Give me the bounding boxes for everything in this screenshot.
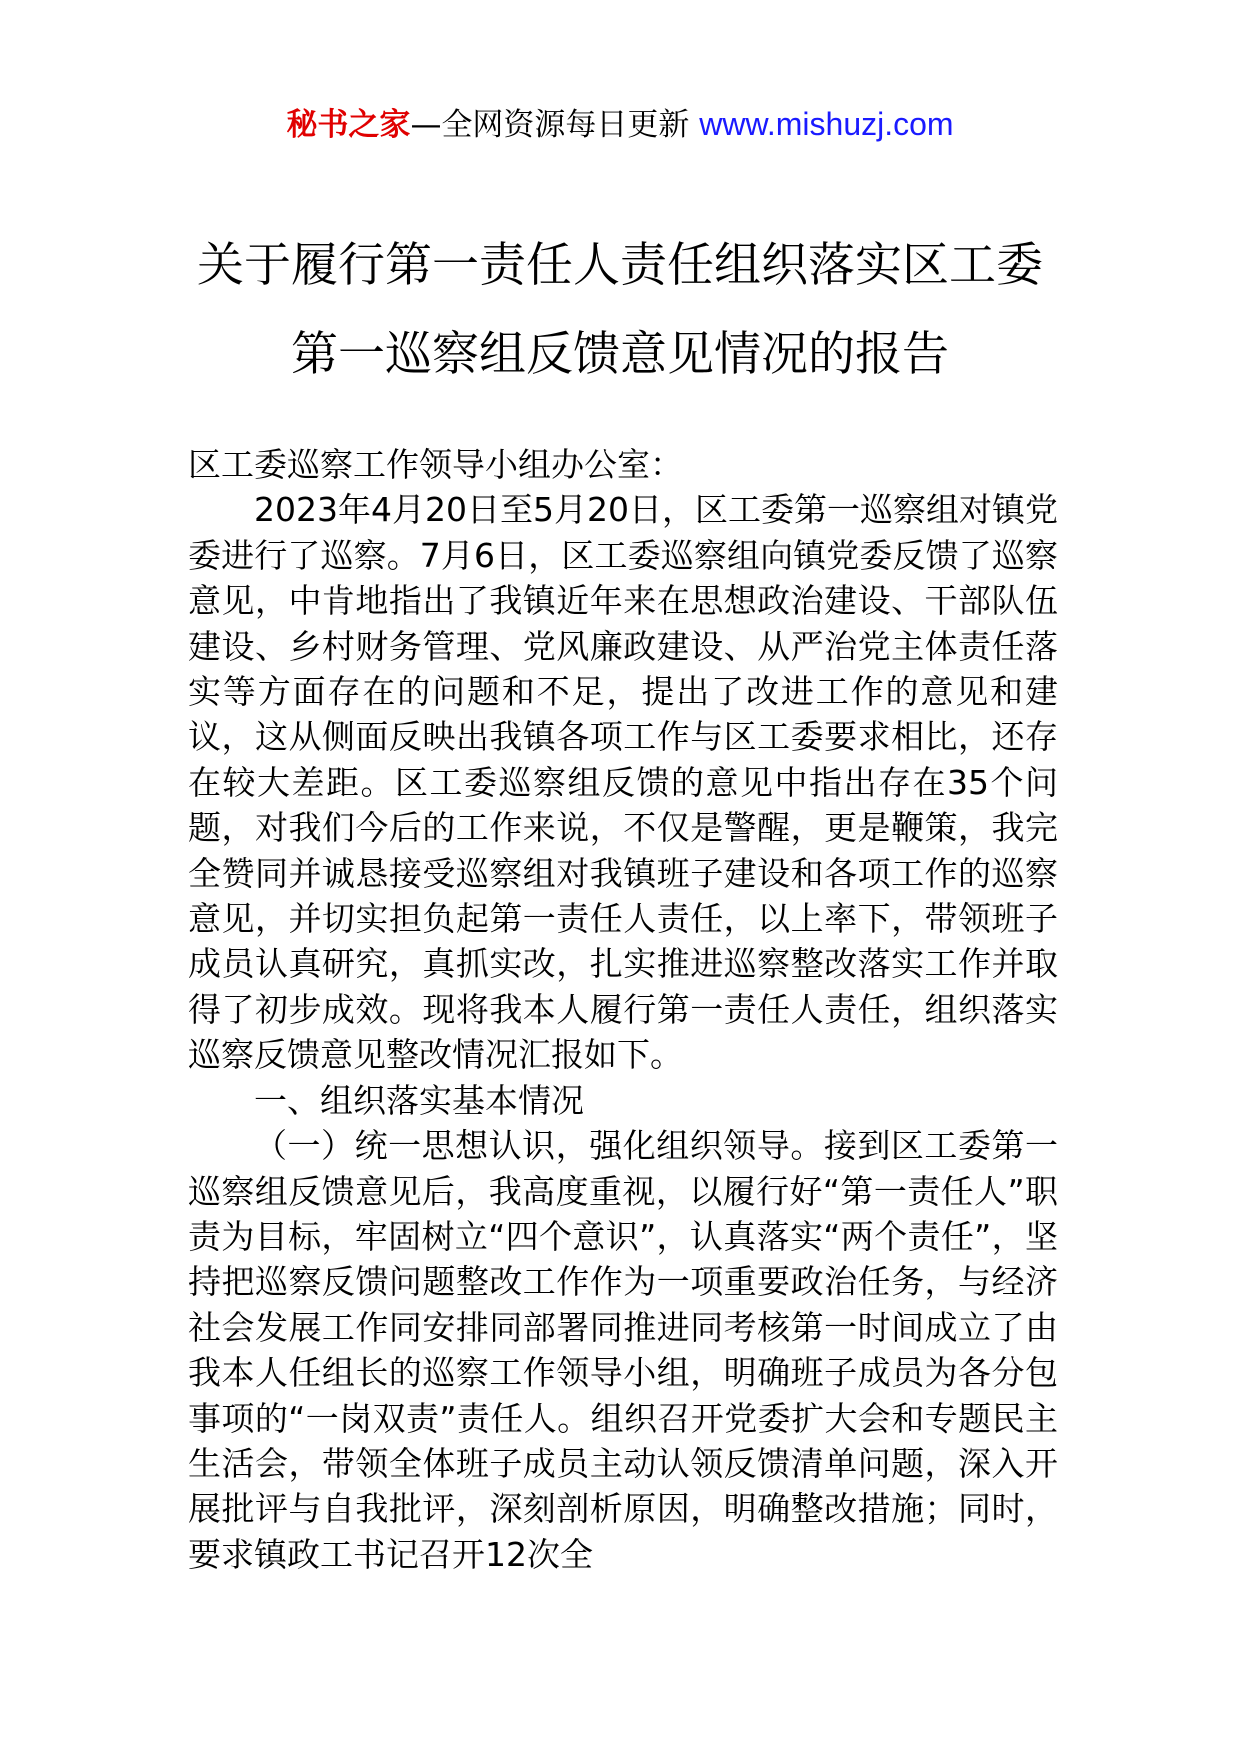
site-banner <box>0 102 1240 147</box>
paragraph-intro: 2023年4月20日至5月20日，区工委第一巡察组对镇党委进行了巡察。7月6日，区工委巡察组向镇党委反馈了巡察意见，中肯地指出了我镇近年来在思想政治建设、干部队伍建设、乡村财务管理、党风廉政建设、从严治党主体责任落实等方面存在的问题和不足，提出了改进工作的意见和建议，这从侧面反映出我镇各项工作与区工委要求相比，还存在较大差距。区工委巡察组反馈的意见中指出存在35个问题，对我们今后的工作来说，不仅是警醒，更是鞭策，我完全赞同并诚恳接受巡察组对我镇班子建设和各项工作的巡察意见，并切实担负起第一责任人责任，以上率下，带领班子成员认真研究，真抓实改，扎实推进巡察整改落实工作并取得了初步成效。现将我本人履行第一责任人责任，组织落实巡察反馈意见整改情况汇报如下。 <box>188 490 1058 1075</box>
site-brand: 秘书之家 <box>286 107 411 143</box>
salutation: 区工委巡察工作领导小组办公室： <box>188 445 683 484</box>
document-title-line-1: 关于履行第一责任人责任组织落实区工委 <box>197 238 1043 293</box>
document-body <box>188 442 1058 1577</box>
section-heading: 一、组织落实基本情况 <box>254 1080 584 1120</box>
document-title-line-2: 第一巡察组反馈意见情况的报告 <box>291 327 949 382</box>
site-url-link[interactable]: www.mishuzj.com <box>699 106 954 142</box>
site-slogan: —全网资源每日更新 <box>410 107 700 143</box>
paragraph-organization: （一）统一思想认识，强化组织领导。接到区工委第一巡察组反馈意见后，我高度重视，以履行好“第一责任人”职责为目标，牢固树立“四个意识”，认真落实“两个责任”，坚持把巡察反馈问题整改工作作为一项重要政治任务，与经济社会发展工作同安排同部署同推进同考核第一时间成立了由我本人任组长的巡察工作领导小组，明确班子成员为各分包事项的“一岗双责”责任人。组织召开党委扩大会和专题民主生活会，带领全体班子成员主动认领反馈清单问题，深入开展批评与自我批评，深刻剖析原因，明确整改措施；同时，要求镇政工书记召开12次全 <box>188 1126 1058 1574</box>
